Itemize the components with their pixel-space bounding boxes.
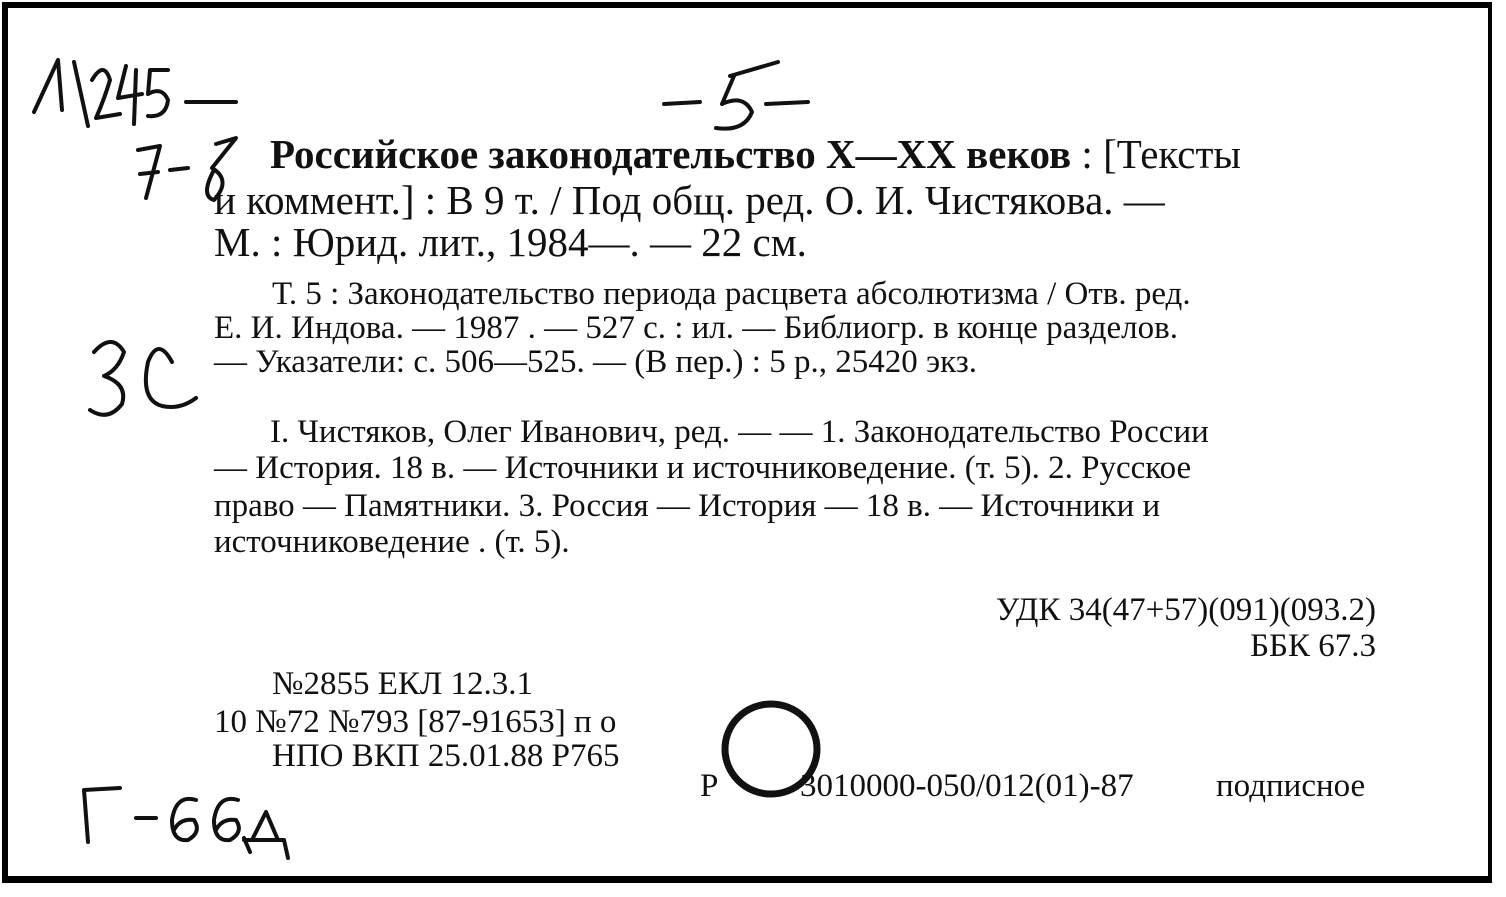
- volume-line-2: Е. И. Индова. — 1987 . — 527 с. : ил. — Библиогр. в конце разделов.: [214, 310, 1178, 346]
- tracings-line-4: источниковедение . (т. 5).: [214, 524, 570, 560]
- code-number: 3010000-050/012(01)-87: [800, 768, 1134, 804]
- code-prefix: Р: [700, 768, 719, 804]
- udk-code: УДК 34(47+57)(091)(093.2): [995, 592, 1376, 628]
- bottom-line-1: №2855 ЕКЛ 12.3.1: [272, 666, 534, 702]
- entry-title-rest: : [Тексты: [1071, 131, 1241, 177]
- bottom-line-2: 10 №72 №793 [87-91653] п о: [214, 704, 617, 740]
- entry-line-3: М. : Юрид. лит., 1984—. — 22 см.: [214, 219, 807, 265]
- volume-line-1: Т. 5 : Законодательство периода расцвета абсолютизма / Отв. ред.: [272, 276, 1191, 312]
- entry-line-2: и коммент.] : В 9 т. / Под общ. ред. О. И. Чистякова. —: [214, 177, 1165, 223]
- handwritten-page-mark: [664, 62, 808, 129]
- entry-title-line: [270, 130, 1241, 178]
- entry-title: Российское законодательство X—XX веков: [270, 131, 1072, 177]
- handwritten-number-top-left: [34, 60, 236, 126]
- handwritten-side-mark: [90, 342, 196, 415]
- bottom-line-3: НПО ВКП 25.01.88 Р765: [272, 738, 620, 774]
- tracings-line-3: право — Памятники. 3. Россия — История — 18 в. — Источники и: [214, 488, 1161, 524]
- volume-line-3: — Указатели: с. 506—525. — (В пер.) : 5 р., 25420 экз.: [214, 344, 977, 380]
- tracings-line-2: — История. 18 в. — Источники и источниковедение. (т. 5). 2. Русское: [214, 450, 1192, 486]
- handwritten-mark-bottom-left: [84, 788, 288, 858]
- bbk-code: ББК 67.3: [1250, 628, 1376, 664]
- subscription-label: подписное: [1216, 768, 1366, 804]
- tracings-line-1: I. Чистяков, Олег Иванович, ред. — — 1. Законодательство России: [270, 414, 1209, 450]
